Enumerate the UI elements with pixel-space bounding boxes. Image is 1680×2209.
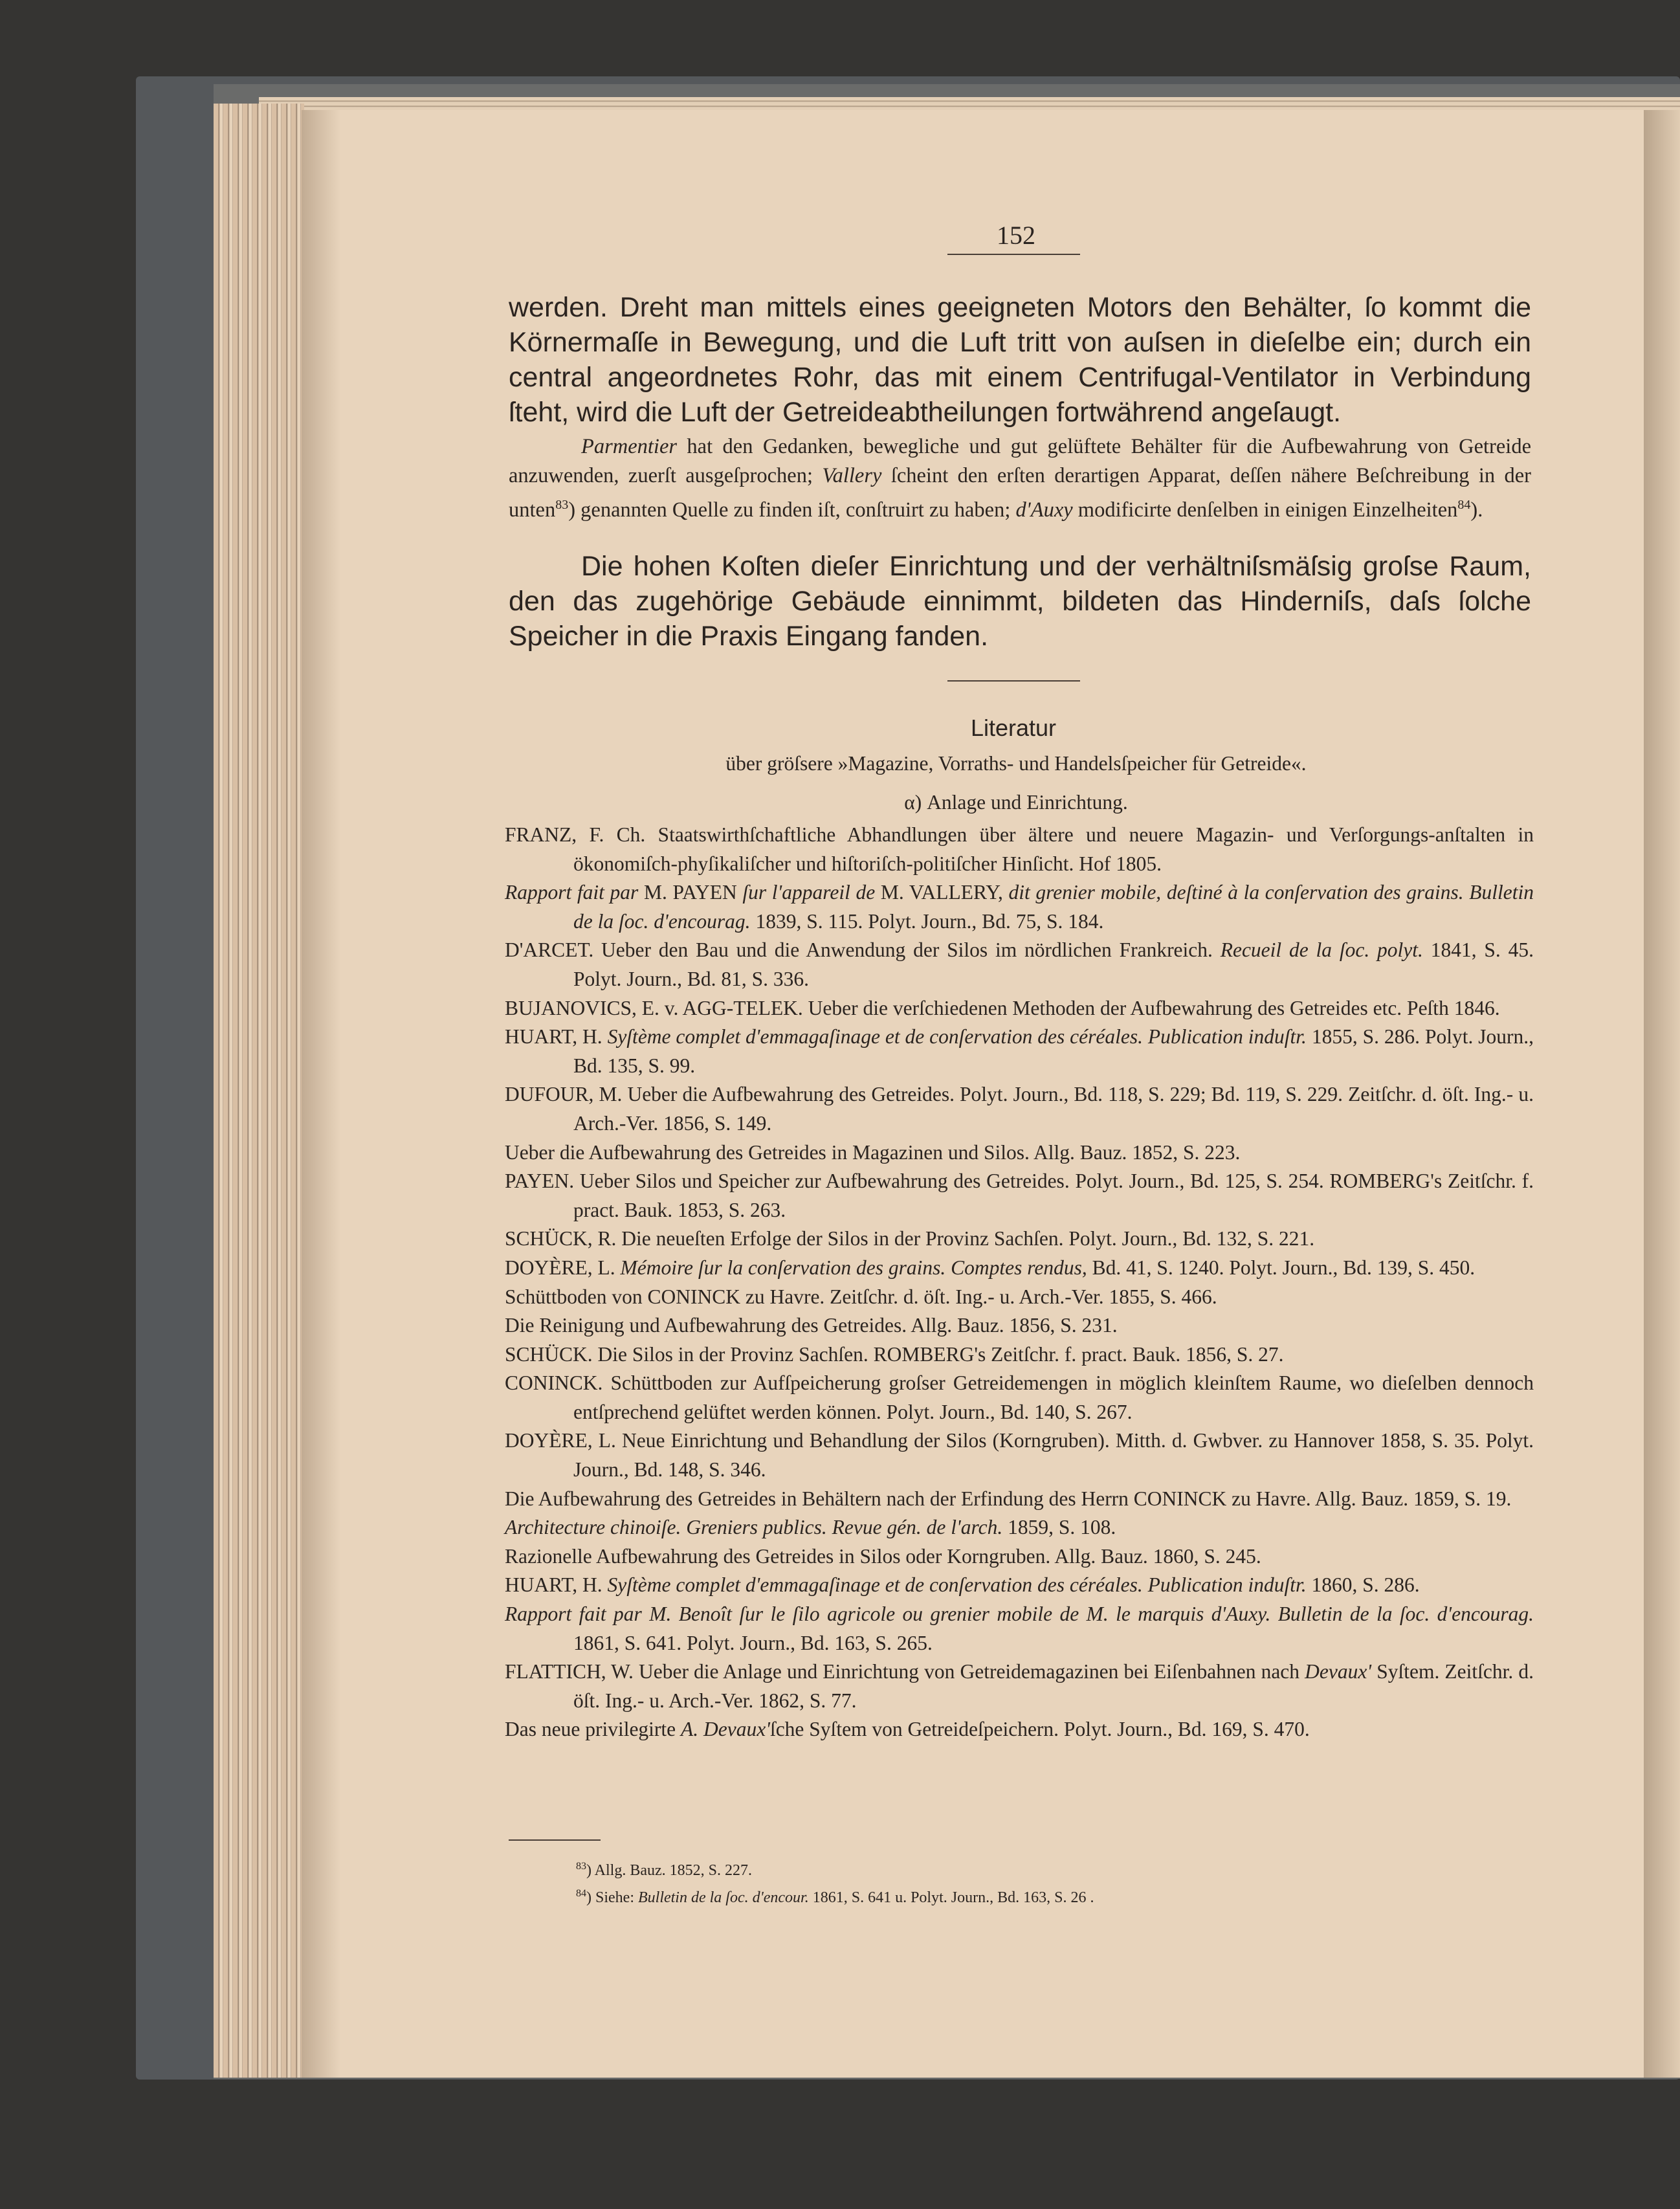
footnote-84: [576, 1882, 1482, 1909]
reference-item: [505, 1283, 1534, 1312]
header-rule: [947, 254, 1080, 255]
footnote-83: [576, 1855, 1482, 1882]
ref-text: Ueber die Aufbewahrung des Getreides in Magazinen und Silos. Allg. Bauz. 1852, S. 223.: [505, 1140, 1241, 1164]
reference-item: [505, 994, 1534, 1023]
reference-item: [505, 1542, 1534, 1571]
text-run: ).: [1470, 498, 1483, 522]
footnotes: [576, 1855, 1482, 1909]
ref-text: 1861, S. 641. Polyt. Journ., Bd. 163, S. 265.: [573, 1631, 933, 1654]
ref-text: 1841, S. 45. Polyt. Journ., Bd. 81, S. 336.: [573, 938, 1534, 990]
ref-text: 1839, S. 115. Polyt. Journ., Bd. 75, S. 184.: [750, 909, 1104, 933]
reference-item: [505, 1369, 1534, 1426]
page-number: 152: [997, 221, 1035, 250]
reference-item: [505, 1513, 1534, 1542]
literature-subtitle: über gröſsere »Magazine, Vorraths- und Handelsſpeicher für Getreide«.: [725, 752, 1307, 775]
literature-section-heading: α) Anlage und Einrichtung.: [904, 791, 1128, 814]
ref-italic: Recueil de la ſoc. polyt.: [1220, 938, 1423, 962]
ref-text: DUFOUR, M. Ueber die Aufbewahrung des Getreides. Polyt. Journ., Bd. 118, S. 229; Bd. 119, S. 229. Zeitſchr. d. öſt. Ing.- u. Arch.-Ver. 1856, S. 149.: [505, 1083, 1534, 1135]
footnote-ref-84: 84: [1457, 498, 1471, 512]
page-stack-edge: [214, 104, 304, 2078]
text-run: ) genannten Quelle zu finden iſt, conſtruirt zu haben;: [568, 498, 1016, 522]
ref-text: 1859, S. 108.: [1002, 1516, 1116, 1539]
ref-italic: A. Devaux': [681, 1718, 770, 1741]
ref-text: DOYÈRE, L. Neue Einrichtung und Behandlung der Silos (Korngruben). Mitth. d. Gwbver. zu Hannover 1858, S. 35. Polyt. Journ., Bd. 148, S. 346.: [505, 1429, 1534, 1482]
ref-italic: ſur l'appareil de: [742, 881, 876, 904]
facing-page-edge: [1644, 110, 1680, 2078]
ref-italic: Syſtème complet d'emmagaſinage et de conſervation des céréales. Publication induſtr.: [607, 1573, 1307, 1597]
reference-item: [505, 821, 1534, 878]
ref-text: Das neue privilegirte: [505, 1718, 681, 1741]
ref-italic: Rapport fait par M. Benoît ſur le ſilo agricole ou grenier mobile de M. le marquis d'Auxy. Bulletin de la ſoc. d'encourag.: [505, 1603, 1534, 1626]
reference-item: [505, 1167, 1534, 1225]
ref-text: SCHÜCK, R. Die neueſten Erfolge der Silos in der Provinz Sachſen. Polyt. Journ., Bd. 132, S. 221.: [505, 1227, 1315, 1250]
reference-item: [505, 1311, 1534, 1340]
ref-text: 1860, S. 286.: [1306, 1573, 1420, 1597]
ref-italic: Devaux': [1305, 1660, 1372, 1683]
ref-text: SCHÜCK. Die Silos in der Provinz Sachſen. ROMBERG's Zeitſchr. f. pract. Bauk. 1856, S. 27.: [505, 1342, 1284, 1366]
literature-title: Literatur: [970, 715, 1057, 741]
small-print-paragraph: [509, 432, 1531, 525]
text-run: ſcheint den erſten derartigen Apparat, deſſen nähere Beſchreibung in der unten: [509, 464, 1532, 522]
ref-text: Die Reinigung und Aufbewahrung des Getreides. Allg. Bauz. 1856, S. 231.: [505, 1314, 1118, 1337]
ref-text: M. PAYEN: [638, 881, 743, 904]
reference-item: [505, 1426, 1534, 1484]
name-dauxy: d'Auxy: [1015, 498, 1073, 522]
ref-text: HUART, H.: [505, 1573, 608, 1597]
footnote-rule: [509, 1839, 601, 1841]
ref-text: Syſtem. Zeitſchr. d. öſt. Ing.- u. Arch.-Ver. 1862, S. 77.: [573, 1660, 1534, 1712]
text-run: hat den Gedanken, bewegliche und gut gelüftete Behälter für die Aufbewahrung von Getreide anzuwenden, zuerſt ausgeſprochen;: [509, 435, 1531, 487]
ref-text: CONINCK. Schüttboden zur Aufſpeicherung groſser Getreidemengen in möglich kleinſtem Raume, wo dieſelben dennoch entſprechend gelüftet werden können. Polyt. Journ., Bd. 140, S. 267.: [505, 1371, 1534, 1423]
footnote-text: ) Siehe:: [586, 1889, 638, 1906]
ref-italic: Syſtème complet d'emmagaſinage et de conſervation des céréales. Publication induſtr.: [607, 1025, 1307, 1049]
ref-text: DOYÈRE, L.: [505, 1256, 621, 1279]
ref-text: Schüttboden von CONINCK zu Havre. Zeitſchr. d. öſt. Ing.- u. Arch.-Ver. 1855, S. 466.: [505, 1285, 1217, 1308]
footnote-text: ) Allg. Bauz. 1852, S. 227.: [586, 1862, 752, 1879]
footnote-italic: Bulletin de la ſoc. d'encour.: [637, 1889, 809, 1906]
ref-text: FLATTICH, W. Ueber die Anlage und Einrichtung von Getreidemagazinen bei Eiſenbahnen nach: [505, 1660, 1305, 1683]
paragraph-text: Die hohen Koſten dieſer Einrichtung und der verhältniſsmäſsig groſse Raum, den das zugehörige Gebäude einnimmt, bildeten das Hinderniſs, daſs ſolche Speicher in die Praxis Eingang fanden.: [509, 551, 1531, 652]
reference-item: [505, 1658, 1534, 1715]
ref-text: Bd. 41, S. 1240. Polyt. Journ., Bd. 139, S. 450.: [1087, 1256, 1476, 1279]
ref-text: BUJANOVICS, E. v. AGG-TELEK. Ueber die verſchiedenen Methoden der Aufbewahrung des Getreides etc. Peſth 1846.: [505, 996, 1500, 1019]
body-paragraph-1: [509, 290, 1531, 430]
footnote-number: 83: [576, 1861, 586, 1872]
reference-item: [505, 1600, 1534, 1658]
ref-text: ſche Syſtem von Getreideſpeichern. Polyt. Journ., Bd. 169, S. 470.: [769, 1718, 1310, 1741]
ref-text: HUART, H.: [505, 1025, 608, 1049]
ref-text: Razionelle Aufbewahrung des Getreides in Silos oder Korngruben. Allg. Bauz. 1860, S. 245.: [505, 1544, 1261, 1568]
ref-italic: Rapport fait par: [505, 881, 639, 904]
reference-item: [505, 1340, 1534, 1370]
reference-item: [505, 878, 1534, 936]
reference-item: [505, 1254, 1534, 1283]
ref-italic: Mémoire ſur la conſervation des grains. Comptes rendus,: [620, 1256, 1087, 1279]
reference-item: [505, 1715, 1534, 1744]
ref-text: FRANZ, F. Ch. Staatswirthſchaftliche Abhandlungen über ältere und neuere Magazin- und Verſorgungs-anſtalten in ökonomiſch-phyſikaliſcher und hiſtoriſch-politiſcher Hinſicht. Hof 1805.: [505, 823, 1534, 875]
reference-list: [505, 821, 1534, 1744]
reference-item: [505, 1225, 1534, 1254]
reference-item: [505, 936, 1534, 993]
reference-item: [505, 1138, 1534, 1168]
footnote-text: 1861, S. 641 u. Polyt. Journ., Bd. 163, S. 26 .: [808, 1889, 1094, 1906]
body-paragraph-2: [509, 432, 1531, 525]
ref-text: M. VALLERY,: [875, 881, 1009, 904]
reference-item: [505, 1485, 1534, 1514]
ref-text: PAYEN. Ueber Silos und Speicher zur Aufbewahrung des Getreides. Polyt. Journ., Bd. 125, S. 254. ROMBERG's Zeitſchr. f. pract. Bauk. 1853, S. 263.: [505, 1170, 1534, 1221]
ref-text: 1855, S. 286. Polyt. Journ., Bd. 135, S. 99.: [573, 1025, 1534, 1077]
ref-text: D'ARCET. Ueber den Bau und die Anwendung der Silos im nördlichen Frankreich.: [505, 938, 1221, 962]
name-vallery: Vallery: [822, 464, 882, 487]
ref-text: Die Aufbewahrung des Getreides in Behältern nach der Erfindung des Herrn CONINCK zu Havre. Allg. Bauz. 1859, S. 19.: [505, 1487, 1512, 1510]
reference-item: [505, 1080, 1534, 1138]
footnote-number: 84: [576, 1888, 586, 1899]
body-paragraph-3: [509, 549, 1531, 654]
ref-italic: Architecture chinoiſe. Greniers publics. Revue gén. de l'arch.: [505, 1516, 1003, 1539]
name-parmentier: Parmentier: [581, 435, 678, 458]
gutter-shadow: [302, 110, 340, 2078]
paragraph-text: werden. Dreht man mittels eines geeigneten Motors den Behälter, ſo kommt die Körnermaſſe in Bewegung, und die Luft tritt von auſsen in dieſelbe ein; durch ein central angeordnetes Rohr, das mit einem Centrifugal-Ventilator in Verbindung ſteht, wird die Luft der Getreideabtheilungen fortwährend angeſaugt.: [509, 292, 1531, 428]
text-run: modificirte denſelben in einigen Einzelheiten: [1072, 498, 1458, 522]
section-rule: [947, 680, 1080, 682]
footnote-ref-83: 83: [555, 498, 569, 512]
ref-italic: dit grenier mobile, deſtiné à la conſervation des grains. Bulletin de la ſoc. d'encourag.: [573, 881, 1534, 933]
reference-item: [505, 1571, 1534, 1600]
reference-item: [505, 1023, 1534, 1080]
